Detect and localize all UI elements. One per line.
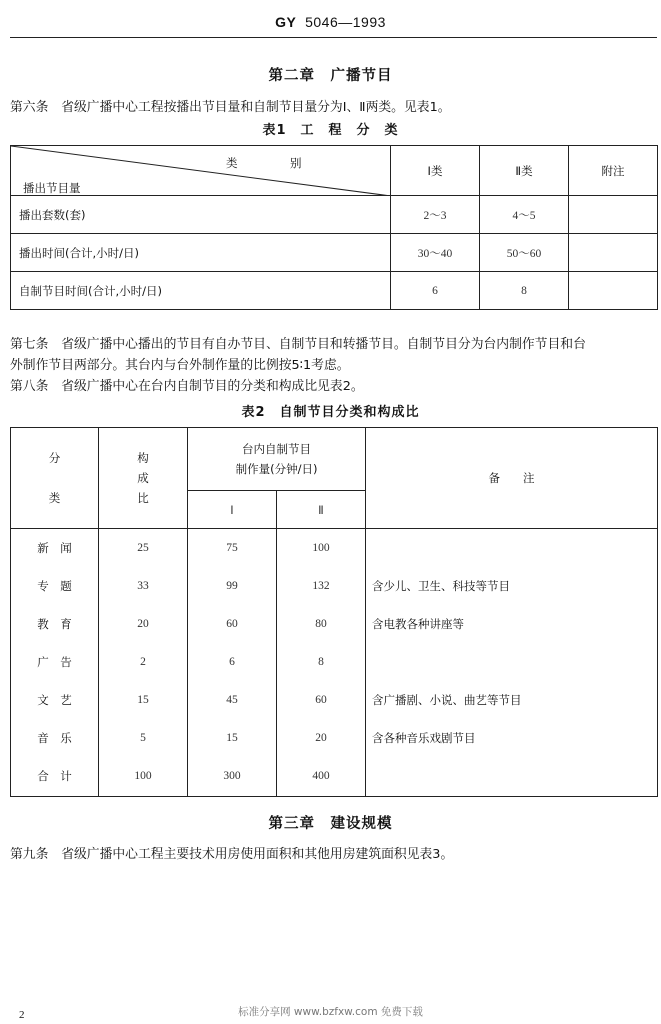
table-1-caption: 表1 工 程 分 类 (262, 123, 399, 138)
cell-ratio: 33 (99, 567, 188, 605)
diag-label-category: 类 (226, 156, 238, 170)
col-header-class-2: Ⅱ类 (480, 146, 569, 196)
cell-ratio: 2 (99, 643, 188, 681)
header-rule (10, 37, 657, 38)
cell-ratio: 5 (99, 719, 188, 757)
cell-class-2: 50～60 (480, 234, 569, 272)
row-label: 自制节目时间(合计,小时/日) (11, 272, 391, 310)
production-title-line-2: 制作量(分钟/日) (235, 462, 318, 476)
row-label: 播出时间(合计,小时/日) (11, 234, 391, 272)
ratio-char-2: 成 (137, 471, 149, 485)
cell-ratio: 25 (99, 529, 188, 567)
cell-prod-1: 300 (188, 757, 277, 797)
diagonal-header-cell (11, 146, 391, 196)
cell-remark: 含各种音乐戏剧节目 (366, 719, 658, 757)
cell-ratio: 20 (99, 605, 188, 643)
cell-prod-2: 400 (277, 757, 366, 797)
col-header-production (188, 428, 366, 491)
cell-class-1: 2～3 (391, 196, 480, 234)
col-header-ratio (99, 428, 188, 529)
table-row (11, 605, 658, 643)
row-label: 播出套数(套) (11, 196, 391, 234)
footer-watermark: 标准分享网 www.bzfxw.com 免费下载 (238, 1006, 423, 1018)
cell-prod-2: 20 (277, 719, 366, 757)
ratio-char-3: 比 (137, 491, 149, 505)
table-row (11, 681, 658, 719)
cell-prod-2: 100 (277, 529, 366, 567)
cat-char-1: 分 (48, 451, 61, 465)
cell-class-1: 6 (391, 272, 480, 310)
cell-class-2: 8 (480, 272, 569, 310)
table-row (11, 643, 658, 681)
cell-remark (366, 757, 658, 797)
cell-class-1: 30～40 (391, 234, 480, 272)
cell-ratio: 100 (99, 757, 188, 797)
cell-category: 新 闻 (11, 529, 99, 567)
table-row (11, 719, 658, 757)
cell-class-2: 4～5 (480, 196, 569, 234)
table-row (11, 757, 658, 797)
page-number: 2 (19, 1009, 25, 1021)
standard-number: 5046—1993 (305, 14, 386, 30)
cell-prod-2: 8 (277, 643, 366, 681)
table-engineering-classification (10, 145, 658, 310)
table-row (11, 529, 658, 567)
table-1-header-row (11, 146, 658, 196)
cell-category: 广 告 (11, 643, 99, 681)
cell-remark: 含电教各种讲座等 (366, 605, 658, 643)
col-header-note: 附注 (569, 146, 658, 196)
table-row (11, 196, 658, 234)
cell-remark (366, 643, 658, 681)
table-2-header-row-1 (11, 428, 658, 491)
cell-prod-1: 60 (188, 605, 277, 643)
ratio-char-1: 构 (137, 451, 149, 465)
table-self-made-programs (10, 427, 658, 797)
standard-code: GY (275, 14, 297, 30)
cell-note (569, 234, 658, 272)
table-row (11, 234, 658, 272)
article-8: 第八条 省级广播中心在台内自制节目的分类和构成比见表2。 (10, 379, 364, 394)
chapter-2-title: 第二章 广播节目 (268, 68, 393, 84)
cell-ratio: 15 (99, 681, 188, 719)
table-row (11, 567, 658, 605)
cell-category: 教 育 (11, 605, 99, 643)
cell-note (569, 196, 658, 234)
cell-prod-1: 75 (188, 529, 277, 567)
diag-label-broadcast-amount: 播出节目量 (23, 181, 81, 195)
article-9: 第九条 省级广播中心工程主要技术用房使用面积和其他用房建筑面积见表3。 (10, 847, 454, 862)
cell-prod-1: 6 (188, 643, 277, 681)
article-7-line-2: 外制作节目两部分。其台内与台外制作量的比例按5∶1考虑。 (10, 358, 350, 373)
cell-prod-2: 80 (277, 605, 366, 643)
col-header-sub-1: Ⅰ (188, 491, 277, 529)
article-7-line-1: 第七条 省级广播中心播出的节目有自办节目、自制节目和转播节目。自制节目分为台内制作节目和台 (10, 337, 586, 352)
article-6: 第六条 省级广播中心工程按播出节目量和自制节目量分为Ⅰ、Ⅱ两类。见表1。 (10, 100, 451, 115)
cell-prod-2: 132 (277, 567, 366, 605)
col-header-remarks: 备 注 (366, 428, 658, 529)
cell-remark: 含少儿、卫生、科技等节目 (366, 567, 658, 605)
cell-category: 专 题 (11, 567, 99, 605)
chapter-3-title: 第三章 建设规模 (268, 816, 393, 832)
cell-prod-1: 99 (188, 567, 277, 605)
cell-category: 合 计 (11, 757, 99, 797)
cell-note (569, 272, 658, 310)
cell-prod-1: 45 (188, 681, 277, 719)
page-header (0, 14, 661, 30)
production-title-line-1: 台内自制节目 (242, 442, 311, 456)
col-header-sub-2: Ⅱ (277, 491, 366, 529)
cell-category: 音 乐 (11, 719, 99, 757)
table-2-caption: 表2 自制节目分类和构成比 (241, 405, 420, 420)
cell-remark: 含广播剧、小说、曲艺等节目 (366, 681, 658, 719)
col-header-class-1: Ⅰ类 (391, 146, 480, 196)
table-row (11, 272, 658, 310)
diag-label-type: 别 (290, 156, 302, 170)
cell-prod-1: 15 (188, 719, 277, 757)
cell-prod-2: 60 (277, 681, 366, 719)
cell-remark (366, 529, 658, 567)
col-header-category (11, 428, 99, 529)
cat-char-2: 类 (48, 491, 61, 505)
cell-category: 文 艺 (11, 681, 99, 719)
